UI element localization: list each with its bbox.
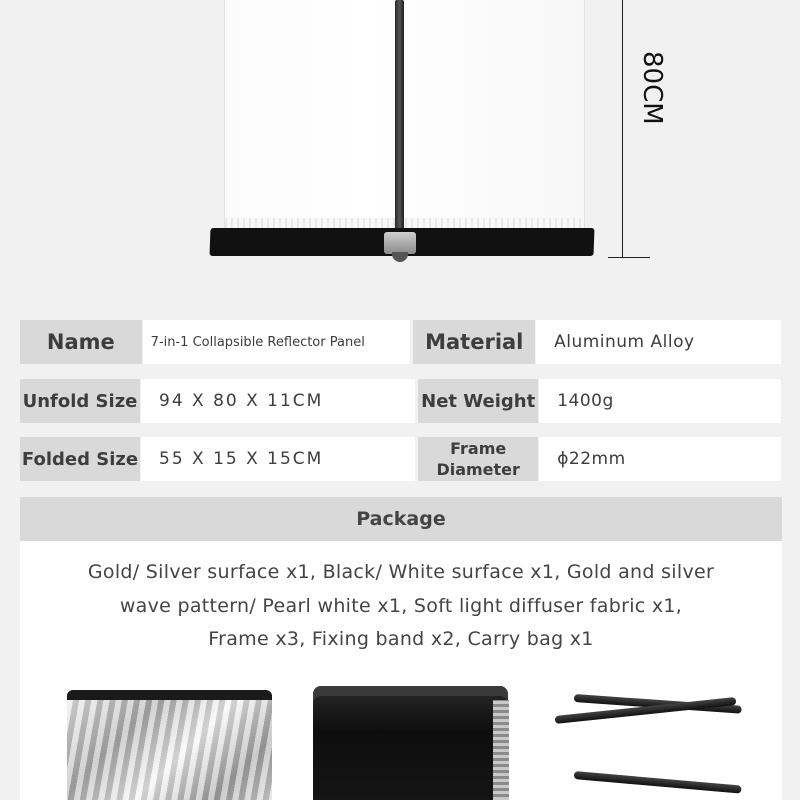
dimension-line xyxy=(622,0,623,258)
net-weight-label: Net Weight xyxy=(418,379,538,423)
unfold-size-value: 94 X 80 X 11CM xyxy=(141,379,415,423)
folded-size-label: Folded Size xyxy=(20,437,140,481)
material-value: Aluminum Alloy xyxy=(536,320,781,364)
spec-row-1 xyxy=(20,320,781,364)
package-title: Package xyxy=(20,497,782,541)
name-label: Name xyxy=(20,320,142,364)
support-pole xyxy=(395,0,404,248)
spec-row-3 xyxy=(20,437,781,481)
dimension-tick xyxy=(608,257,650,258)
frame-diameter-label xyxy=(418,437,538,481)
frame-diameter-value: ϕ22mm xyxy=(539,437,781,481)
package-line-1: Gold/ Silver surface x1, Black/ White surface x1, Gold and silver xyxy=(87,561,715,583)
dimension-label: 80CM xyxy=(637,51,667,125)
package-line-3: Frame x3, Fixing band x2, Carry bag x1 xyxy=(208,628,594,650)
folded-size-value: 55 X 15 X 15CM xyxy=(141,437,415,481)
pole-foot xyxy=(392,252,408,262)
material-label: Material xyxy=(413,320,535,364)
package-contents xyxy=(40,556,762,657)
photo-carry-bag xyxy=(313,686,508,800)
spec-row-2 xyxy=(20,379,781,423)
reflector-fabric xyxy=(224,0,585,232)
product-photo-reflector-panel xyxy=(0,0,800,290)
frame-diameter-label-line1: Frame xyxy=(450,439,507,458)
name-value: 7-in-1 Collapsible Reflector Panel xyxy=(143,320,411,364)
unfold-size-label: Unfold Size xyxy=(20,379,140,423)
frame-diameter-label-line2: Diameter xyxy=(436,460,520,479)
pole-clamp xyxy=(384,232,416,254)
package-line-2: wave pattern/ Pearl white x1, Soft light diffuser fabric x1, xyxy=(119,594,683,617)
photo-silver-surface xyxy=(67,690,272,800)
net-weight-value: 1400g xyxy=(539,379,781,423)
carry-bag-zipper-edge xyxy=(493,700,509,800)
